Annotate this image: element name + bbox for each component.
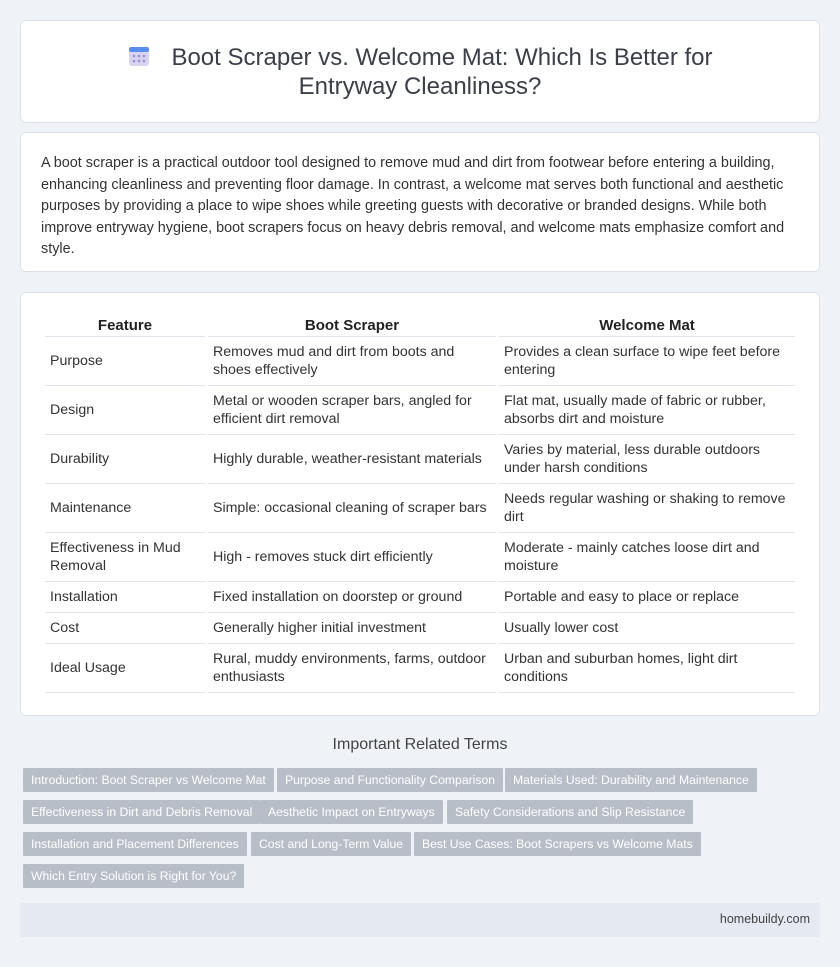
related-tag[interactable]: Introduction: Boot Scraper vs Welcome Mat bbox=[23, 768, 274, 792]
header-card bbox=[20, 20, 820, 123]
boot-scraper-cell: Removes mud and dirt from boots and shoes effectively bbox=[208, 337, 496, 386]
feature-cell: Installation bbox=[45, 582, 205, 613]
related-tag[interactable]: Aesthetic Impact on Entryways bbox=[260, 800, 443, 824]
footer-site[interactable]: homebuildy.com bbox=[719, 912, 810, 926]
calendar-icon bbox=[127, 44, 151, 68]
page-title-wrap bbox=[21, 43, 819, 101]
welcome-mat-cell: Flat mat, usually made of fabric or rubber, absorbs dirt and moisture bbox=[499, 386, 795, 435]
table-row bbox=[45, 386, 795, 435]
related-tag[interactable]: Materials Used: Durability and Maintenance bbox=[505, 768, 757, 792]
related-tag[interactable]: Installation and Placement Differences bbox=[23, 832, 247, 856]
welcome-mat-cell: Usually lower cost bbox=[499, 613, 795, 644]
intro-text: A boot scraper is a practical outdoor tool designed to remove mud and dirt from footwear before entering a building, enhancing cleanliness and preventing floor damage. In contrast, a welcome mat serves both functional and aesthetic purposes by providing a place to wipe shoes while greeting guests with decorative or branded designs. While both improve entryway hygiene, boot scrapers focus on heavy debris removal, and welcome mats emphasize comfort and style. bbox=[41, 155, 785, 257]
comparison-table bbox=[42, 315, 798, 693]
footer bbox=[20, 903, 820, 937]
table-row bbox=[45, 613, 795, 644]
boot-scraper-cell: Generally higher initial investment bbox=[208, 613, 496, 644]
feature-cell: Durability bbox=[45, 435, 205, 484]
welcome-mat-cell: Provides a clean surface to wipe feet before entering bbox=[499, 337, 795, 386]
related-terms-title: Important Related Terms bbox=[332, 736, 508, 753]
header-boot-scraper: Boot Scraper bbox=[208, 315, 496, 337]
related-tag[interactable]: Best Use Cases: Boot Scrapers vs Welcome Mats bbox=[414, 832, 701, 856]
welcome-mat-cell: Urban and suburban homes, light dirt conditions bbox=[499, 644, 795, 693]
welcome-mat-cell: Portable and easy to place or replace bbox=[499, 582, 795, 613]
boot-scraper-cell: Fixed installation on doorstep or ground bbox=[208, 582, 496, 613]
table-row bbox=[45, 582, 795, 613]
header-welcome-mat: Welcome Mat bbox=[499, 315, 795, 337]
page-title: Boot Scraper vs. Welcome Mat: Which Is Better for Entryway Cleanliness? bbox=[171, 44, 713, 100]
feature-cell: Design bbox=[45, 386, 205, 435]
welcome-mat-cell: Varies by material, less durable outdoors under harsh conditions bbox=[499, 435, 795, 484]
boot-scraper-cell: Rural, muddy environments, farms, outdoor enthusiasts bbox=[208, 644, 496, 693]
feature-cell: Effectiveness in Mud Removal bbox=[45, 533, 205, 582]
related-tag[interactable]: Effectiveness in Dirt and Debris Removal bbox=[23, 800, 260, 824]
table-row bbox=[45, 644, 795, 693]
table-row bbox=[45, 435, 795, 484]
related-tag[interactable]: Cost and Long-Term Value bbox=[251, 832, 411, 856]
intro-card bbox=[20, 132, 820, 272]
welcome-mat-cell: Needs regular washing or shaking to remove dirt bbox=[499, 484, 795, 533]
boot-scraper-cell: Highly durable, weather-resistant materials bbox=[208, 435, 496, 484]
boot-scraper-cell: Simple: occasional cleaning of scraper bars bbox=[208, 484, 496, 533]
related-tag[interactable]: Which Entry Solution is Right for You? bbox=[23, 864, 244, 888]
related-tag[interactable]: Safety Considerations and Slip Resistance bbox=[447, 800, 693, 824]
comparison-card bbox=[20, 292, 820, 716]
table-row bbox=[45, 337, 795, 386]
boot-scraper-cell: High - removes stuck dirt efficiently bbox=[208, 533, 496, 582]
table-row bbox=[45, 484, 795, 533]
table-row bbox=[45, 533, 795, 582]
feature-cell: Purpose bbox=[45, 337, 205, 386]
boot-scraper-cell: Metal or wooden scraper bars, angled for efficient dirt removal bbox=[208, 386, 496, 435]
feature-cell: Cost bbox=[45, 613, 205, 644]
welcome-mat-cell: Moderate - mainly catches loose dirt and moisture bbox=[499, 533, 795, 582]
related-tag[interactable]: Purpose and Functionality Comparison bbox=[277, 768, 503, 792]
header-feature: Feature bbox=[45, 315, 205, 337]
feature-cell: Ideal Usage bbox=[45, 644, 205, 693]
feature-cell: Maintenance bbox=[45, 484, 205, 533]
